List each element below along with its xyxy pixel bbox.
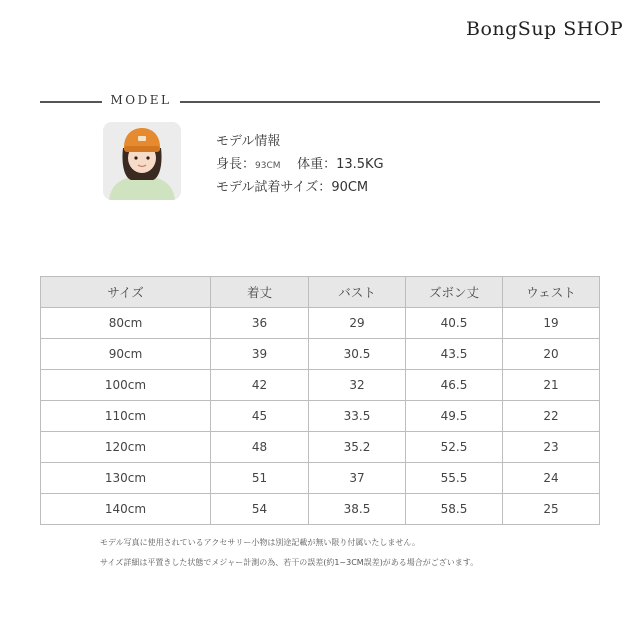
table-cell: 45	[211, 401, 309, 432]
table-cell: 22	[503, 401, 600, 432]
column-header-size: サイズ	[41, 277, 211, 308]
table-cell: 48	[211, 432, 309, 463]
model-weight-value: 13.5KG	[336, 157, 384, 172]
notes	[100, 533, 478, 573]
table-cell: 38.5	[309, 494, 406, 525]
table-cell: 49.5	[406, 401, 503, 432]
table-cell: 55.5	[406, 463, 503, 494]
table-cell: 24	[503, 463, 600, 494]
column-header-bust: バスト	[309, 277, 406, 308]
table-cell: 32	[309, 370, 406, 401]
table-row	[41, 494, 600, 525]
table-cell: 21	[503, 370, 600, 401]
shop-name: BongSup SHOP	[466, 18, 624, 40]
table-cell: 42	[211, 370, 309, 401]
model-weight-label: 体重：	[297, 157, 337, 172]
model-size-line	[216, 176, 384, 199]
table-cell: 19	[503, 308, 600, 339]
table-cell: 40.5	[406, 308, 503, 339]
section-title: MODEL	[110, 93, 172, 107]
table-cell: 100cm	[41, 370, 211, 401]
table-cell: 39	[211, 339, 309, 370]
model-photo-illustration	[103, 122, 181, 200]
table-row	[41, 308, 600, 339]
table-cell: 35.2	[309, 432, 406, 463]
table-cell: 51	[211, 463, 309, 494]
table-cell: 23	[503, 432, 600, 463]
table-cell: 37	[309, 463, 406, 494]
section-divider-right	[180, 101, 600, 103]
model-height-value: 93CM	[255, 161, 281, 171]
table-row	[41, 463, 600, 494]
size-table	[40, 276, 600, 525]
table-cell: 130cm	[41, 463, 211, 494]
table-cell: 29	[309, 308, 406, 339]
table-cell: 90cm	[41, 339, 211, 370]
model-info-heading: モデル情報	[216, 134, 281, 149]
table-cell: 120cm	[41, 432, 211, 463]
note-measurement: サイズ詳細は平置きした状態でメジャー計測の為、若干の誤差(約1~3CM誤差)がある場合がございます。	[100, 558, 479, 567]
column-header-waist: ウェスト	[503, 277, 600, 308]
table-cell: 110cm	[41, 401, 211, 432]
model-height-label: 身長：	[216, 157, 256, 172]
table-row	[41, 370, 600, 401]
table-cell: 25	[503, 494, 600, 525]
column-header-pants-length: ズボン丈	[406, 277, 503, 308]
table-cell: 54	[211, 494, 309, 525]
model-info	[216, 130, 384, 199]
table-row	[41, 339, 600, 370]
table-cell: 80cm	[41, 308, 211, 339]
table-cell: 46.5	[406, 370, 503, 401]
table-cell: 58.5	[406, 494, 503, 525]
table-cell: 30.5	[309, 339, 406, 370]
table-cell: 140cm	[41, 494, 211, 525]
model-height-weight-line	[216, 153, 384, 176]
table-cell: 52.5	[406, 432, 503, 463]
table-row	[41, 432, 600, 463]
table-cell: 33.5	[309, 401, 406, 432]
table-cell: 36	[211, 308, 309, 339]
note-accessories: モデル写真に使用されているアクセサリー小物は別途記載が無い限り付属いたしません。	[100, 538, 420, 547]
table-cell: 43.5	[406, 339, 503, 370]
model-size-value: 90CM	[331, 180, 369, 195]
size-table-header-row	[41, 277, 600, 308]
table-row	[41, 401, 600, 432]
table-cell: 20	[503, 339, 600, 370]
section-divider-left	[40, 101, 102, 103]
model-photo	[103, 122, 181, 200]
column-header-length: 着丈	[211, 277, 309, 308]
model-size-label: モデル試着サイズ：	[216, 180, 332, 195]
